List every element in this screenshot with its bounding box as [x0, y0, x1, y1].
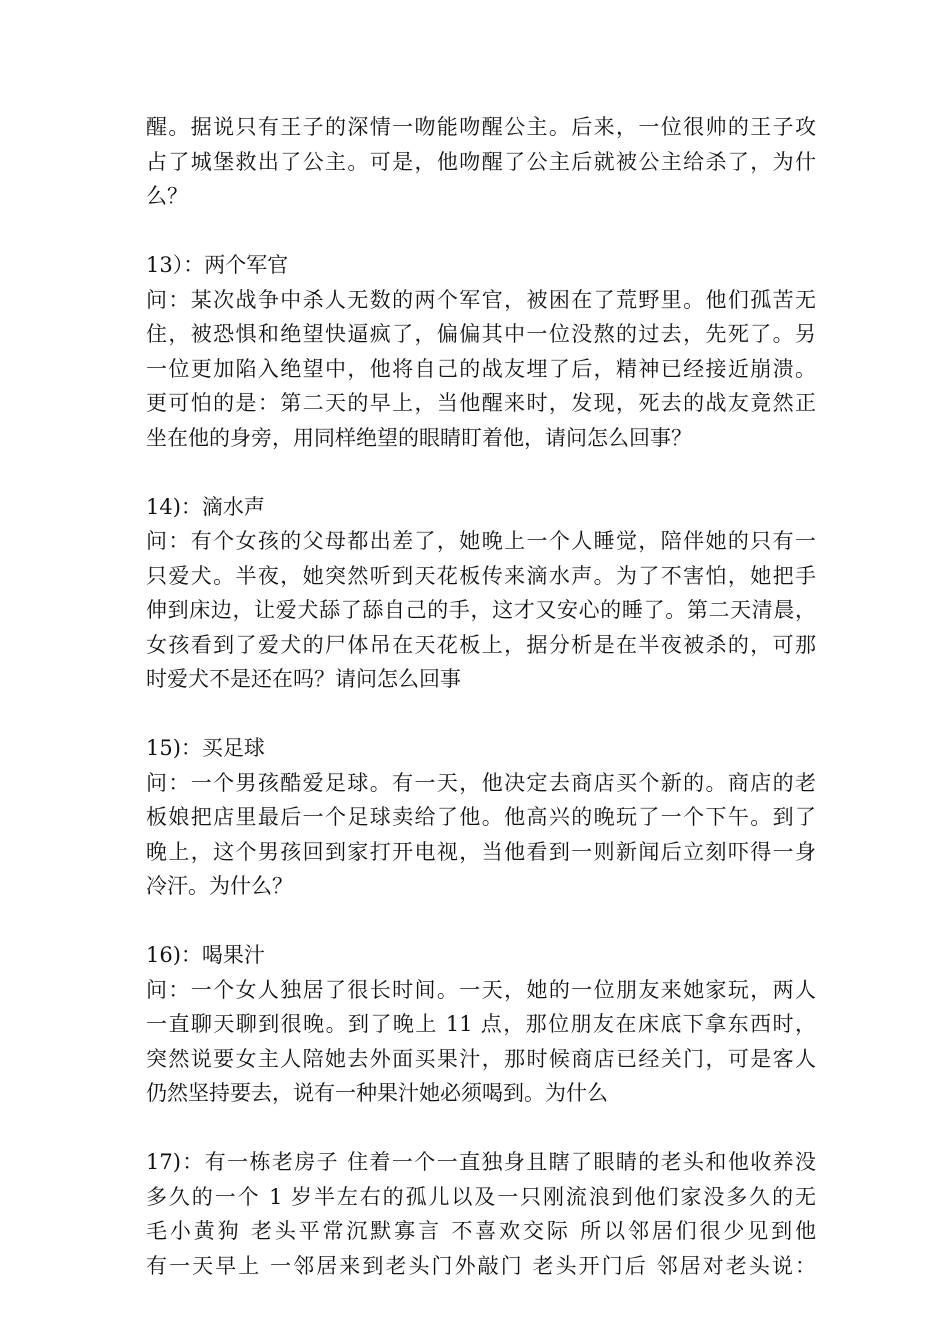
text-line: 突然说要女主人陪她去外面买果汁，那时候商店已经关门，可是客人: [146, 1046, 816, 1071]
text-line: 坐在他的身旁，用同样绝望的眼睛盯着他，请问怎么回事？: [146, 425, 692, 450]
paragraph-gap: [146, 904, 816, 939]
riddle-section-15: [146, 731, 816, 904]
riddle-section-13: [146, 248, 816, 455]
riddle-section-17: [146, 1145, 816, 1283]
paragraph-gap: [146, 697, 816, 732]
section-heading: 16)：喝果汁: [146, 943, 265, 967]
text-line: 问：一个女人独居了很长时间。一天，她的一位朋友来她家玩，两人: [146, 977, 816, 1002]
text-line: 住，被恐惧和绝望快逼疯了，偏偏其中一位没熬的过去，先死了。另: [146, 322, 816, 346]
text-line: 时爱犬不是还在吗？请问怎么回事: [146, 667, 461, 691]
text-line: 一位更加陷入绝望中，他将自己的战友埋了后，精神已经接近崩溃。: [146, 356, 816, 381]
paragraph-gap: [146, 214, 816, 249]
text-line: 伸到床边，让爱犬舔了舔自己的手，这才又安心的睡了。第二天清晨，: [146, 598, 816, 622]
text-line: 问：有个女孩的父母都出差了，她晚上一个人睡觉，陪伴她的只有一: [146, 529, 816, 553]
section-heading: 14)：滴水声: [146, 494, 265, 519]
riddle-section-16: [146, 938, 816, 1111]
text-line: 更可怕的是：第二天的早上，当他醒来时，发现，死去的战友竟然正: [146, 391, 816, 415]
intro-paragraph: [146, 110, 816, 214]
text-line: 冷汗。为什么？: [146, 874, 293, 898]
text-line: 女孩看到了爱犬的尸体吊在天花板上，据分析是在半夜被杀的，可那: [146, 632, 816, 657]
text-line: 板娘把店里最后一个足球卖给了他。他高兴的晚玩了一个下午。到了: [146, 805, 816, 829]
riddle-section-14: [146, 490, 816, 697]
text-line: 醒。据说只有王子的深情一吻能吻醒公主。后来，一位很帅的王子攻: [146, 115, 816, 139]
document-body: [146, 110, 816, 1283]
text-line: 17)：有一栋老房子 住着一个一直独身且瞎了眼睛的老头和他收养没: [146, 1150, 816, 1174]
text-line: 毛小黄狗 老头平常沉默寡言 不喜欢交际 所以邻居们很少见到他: [146, 1219, 816, 1243]
section-heading: 15)：买足球: [146, 736, 265, 760]
text-line: 问：某次战争中杀人无数的两个军官，被困在了荒野里。他们孤苦无: [146, 287, 816, 312]
paragraph-gap: [146, 455, 816, 490]
text-line: 占了城堡救出了公主。可是，他吻醒了公主后就被公主给杀了，为什: [146, 149, 816, 174]
text-line: 一直聊天聊到很晚。到了晚上 11 点，那位朋友在床底下拿东西时，: [146, 1012, 816, 1036]
text-line: 只爱犬。半夜，她突然听到天花板传来滴水声。为了不害怕，她把手: [146, 563, 816, 588]
text-line: 有一天早上 一邻居来到老头门外敲门 老头开门后 邻居对老头说：: [146, 1253, 816, 1278]
text-line: 仍然坚持要去，说有一种果汁她必须喝到。为什么: [146, 1081, 608, 1105]
text-line: 多久的一个 1 岁半左右的孤儿以及一只刚流浪到他们家没多久的无: [146, 1184, 816, 1209]
paragraph-gap: [146, 1111, 816, 1146]
text-line: 晚上，这个男孩回到家打开电视，当他看到一则新闻后立刻吓得一身: [146, 839, 816, 864]
text-line: 么？: [146, 184, 188, 208]
section-heading: 13）：两个军官: [146, 253, 289, 277]
text-line: 问：一个男孩酷爱足球。有一天，他决定去商店买个新的。商店的老: [146, 770, 816, 795]
